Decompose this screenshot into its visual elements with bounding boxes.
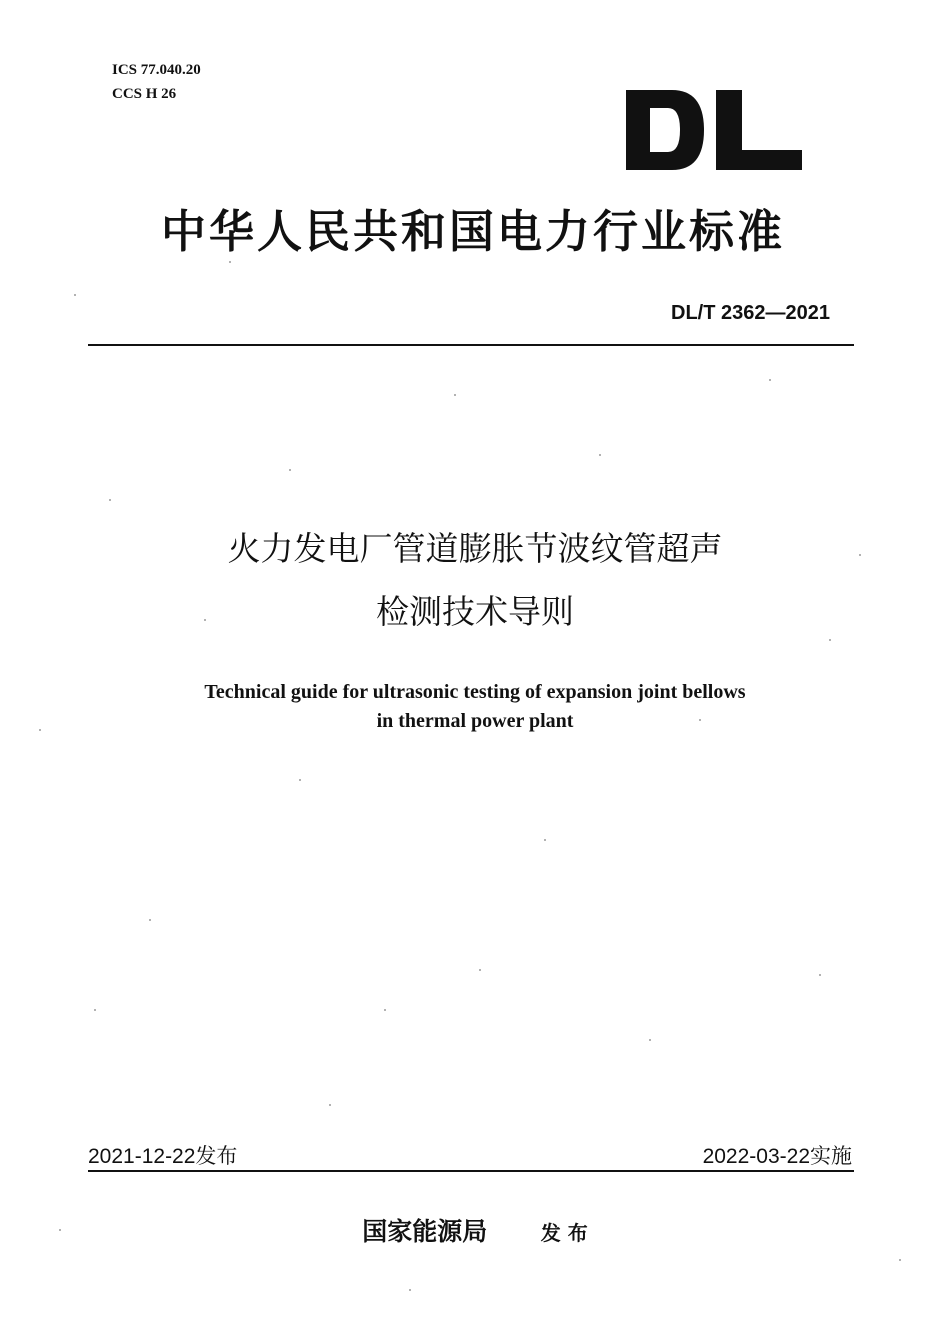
issue-date: 2021-12-22发布 (88, 1145, 238, 1168)
ics-code: ICS 77.040.20 (112, 62, 201, 78)
footer-divider (88, 1170, 854, 1172)
standard-category-title: 中华人民共和国电力行业标准 (160, 205, 785, 258)
classification-codes (112, 58, 201, 106)
implementation-date: 2022-03-22实施 (702, 1145, 852, 1168)
publisher-action: 发 布 (540, 1221, 588, 1245)
publisher-name: 国家能源局 (362, 1217, 488, 1246)
standard-number: DL/T 2362—2021 (671, 302, 830, 324)
document-title-cn-line2: 检测技术导则 (376, 592, 574, 631)
document-title-en-line1: Technical guide for ultrasonic testing of expansion joint bellows (204, 681, 746, 703)
header-divider (88, 344, 854, 346)
ccs-code: CCS H 26 (112, 86, 177, 102)
publisher-line (0, 1212, 950, 1248)
document-title-cn-line1: 火力发电厂管道膨胀节波纹管超声 (227, 529, 723, 568)
dl-logo (624, 88, 804, 172)
document-title-en-line2: in thermal power plant (376, 710, 574, 732)
